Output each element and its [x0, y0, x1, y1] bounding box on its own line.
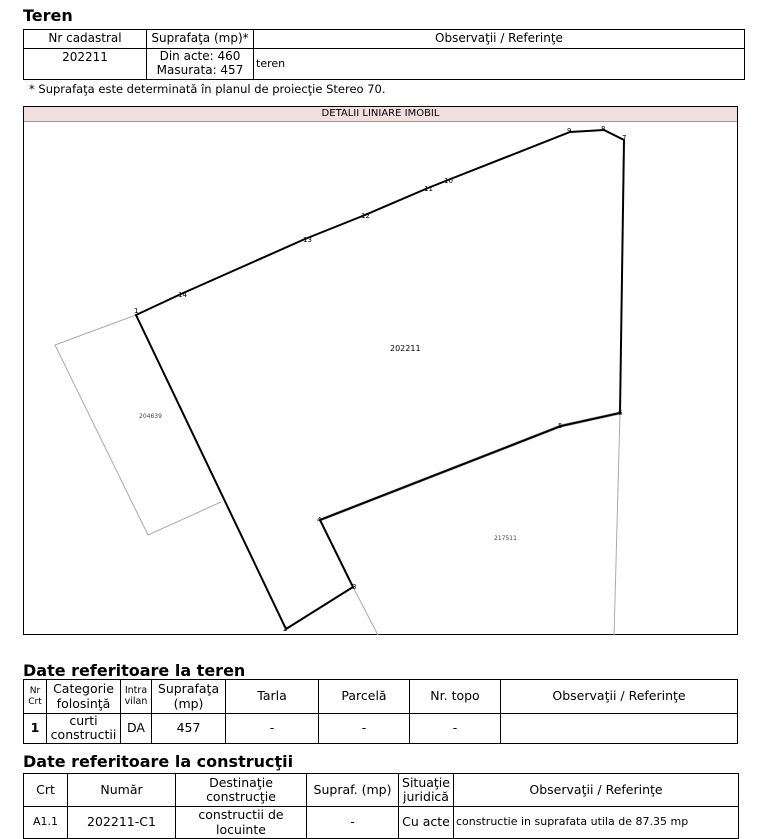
point-label-5: 5	[558, 422, 563, 430]
point-label-10: 10	[444, 177, 453, 185]
point-label-11: 11	[424, 185, 433, 193]
constructie-suprafata-value: -	[307, 807, 399, 839]
neighbor-shared-boundary	[320, 413, 620, 520]
teren-nr-topo-value: -	[410, 714, 501, 744]
constructie-numar-value: 202211-C1	[68, 807, 176, 839]
header-destinatie: Destinaţie construcţie	[176, 774, 307, 807]
masurata-value: Masurata: 457	[156, 63, 244, 77]
header-observatii-constructii: Observaţii / Referinţe	[454, 774, 739, 807]
date-teren-title: Date referitoare la teren	[23, 661, 246, 680]
header-nr-crt: Nr Crt	[24, 680, 47, 714]
constructie-crt-value: A1.1	[24, 807, 68, 839]
point-label-13: 13	[303, 236, 312, 244]
point-label-3: 3	[352, 583, 357, 591]
neighbor-bottom-label: 217511	[494, 535, 517, 542]
header-numar: Număr	[68, 774, 176, 807]
date-teren-table	[23, 679, 738, 744]
surface-note: * Suprafaţa este determinată în planul de proiecţie Stereo 70.	[29, 82, 386, 96]
nr-cadastral-value: 202211	[24, 49, 147, 80]
point-label-7: 7	[622, 134, 627, 142]
din-acte-value: Din acte: 460	[159, 49, 241, 64]
header-parcela: Parcelă	[319, 680, 410, 714]
header-crt: Crt	[24, 774, 68, 807]
header-situatie: Situaţie juridică	[399, 774, 454, 807]
header-nr-cadastral: Nr cadastral	[24, 30, 147, 49]
point-label-2: 2	[283, 625, 288, 633]
suprafata-cell	[147, 49, 254, 80]
header-observatii-teren: Observaţii / Referinţe	[501, 680, 738, 714]
parcel-boundary	[136, 130, 627, 629]
header-nr-topo: Nr. topo	[410, 680, 501, 714]
header-observatii: Observaţii / Referinţe	[254, 30, 745, 49]
teren-categorie-value: curti constructii	[47, 714, 121, 744]
teren-nr-value: 1	[24, 714, 47, 744]
neighbor-left-boundary	[55, 315, 221, 535]
neighbor-left-label: 204639	[139, 413, 162, 420]
neighbor-bottom-boundary-right	[614, 413, 620, 635]
teren-title: Teren	[23, 6, 73, 25]
point-label-14: 14	[178, 291, 187, 299]
point-label-4: 4	[317, 516, 322, 524]
point-label-12: 12	[361, 212, 370, 220]
parcel-map	[24, 122, 737, 635]
point-labels	[134, 125, 626, 633]
date-constructii-table	[23, 773, 739, 839]
header-categorie: Categorie folosinţă	[47, 680, 121, 714]
point-label-9: 9	[567, 127, 572, 135]
map-title: DETALII LINIARE IMOBIL	[24, 107, 737, 122]
header-supraf: Supraf. (mp)	[307, 774, 399, 807]
date-constructii-title: Date referitoare la construcţii	[23, 752, 294, 771]
header-suprafata-teren: Suprafaţa (mp)	[152, 680, 226, 714]
observatii-value: teren	[254, 49, 745, 80]
constructie-observatii-value: constructie in suprafata utila de 87.35 mp	[454, 807, 739, 839]
point-label-8: 8	[601, 125, 606, 133]
teren-tarla-value: -	[226, 714, 319, 744]
header-suprafata: Suprafaţa (mp)*	[147, 30, 254, 49]
header-intravilan: Intra vilan	[121, 680, 152, 714]
teren-table	[23, 29, 745, 80]
map-panel	[23, 106, 738, 635]
parcel-label: 202211	[390, 344, 421, 353]
constructie-destinatie-value: constructii de locuinte	[176, 807, 307, 839]
point-label-1: 1	[134, 307, 139, 315]
teren-parcela-value: -	[319, 714, 410, 744]
neighbor-bottom-boundary-left	[353, 587, 379, 635]
teren-observatii-value	[501, 714, 738, 744]
header-tarla: Tarla	[226, 680, 319, 714]
constructie-situatie-value: Cu acte	[399, 807, 454, 839]
point-label-6: 6	[618, 409, 623, 417]
teren-suprafata-value: 457	[152, 714, 226, 744]
teren-intravilan-value: DA	[121, 714, 152, 744]
